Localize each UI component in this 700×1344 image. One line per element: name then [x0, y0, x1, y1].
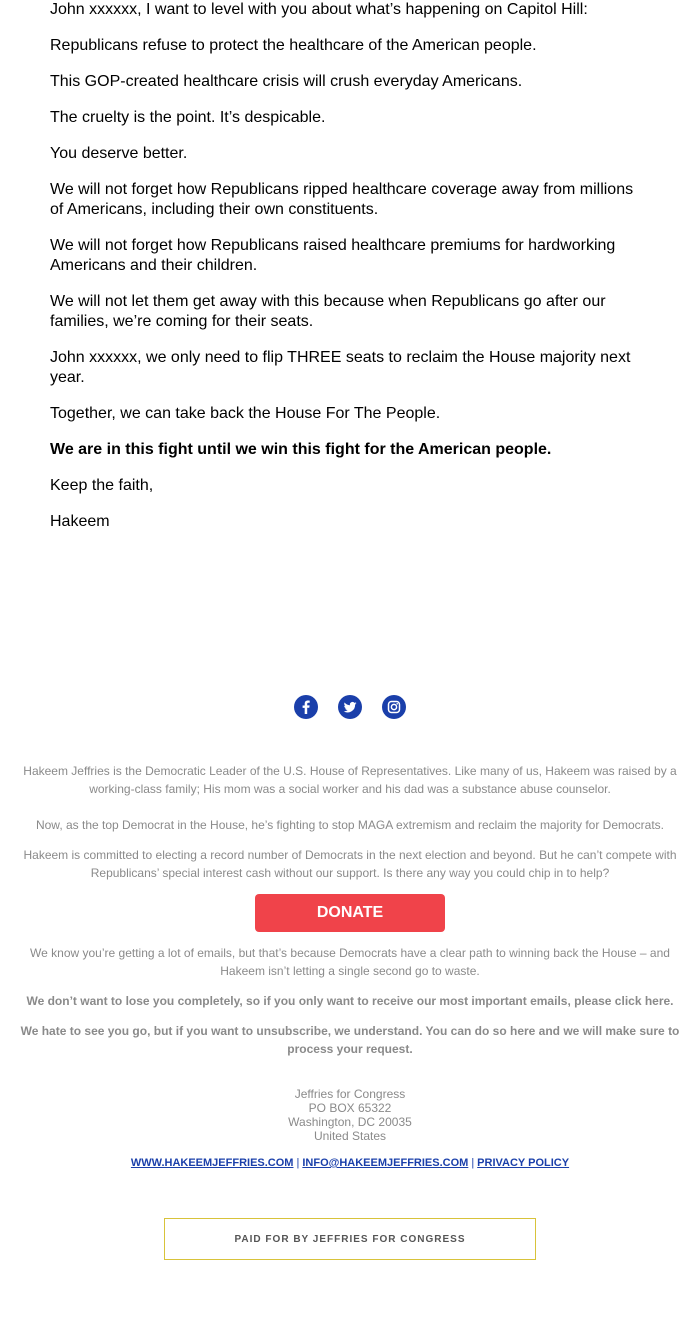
social-links — [0, 695, 700, 719]
bio-text: Hakeem Jeffries is the Democratic Leader of the U.S. House of Representatives. Like many of us, Hakeem was raised by a working-class family; His mom was a social worker and his dad was a substance abuse counselor. — [23, 764, 677, 796]
ask-text: Hakeem is committed to electing a record number of Democrats in the next election and beyond. But he can’t compete with Republicans’ special interest cash without our support. Is there any way you could chip in to help? — [23, 848, 677, 880]
address-line: Jeffries for Congress — [294, 1087, 406, 1101]
privacy-policy-link[interactable]: PRIVACY POLICY — [477, 1157, 570, 1169]
email-link[interactable]: INFO@HAKEEMJEFFRIES.COM — [302, 1157, 469, 1169]
facebook-icon[interactable] — [294, 695, 318, 719]
letter-paragraph: Together, we can take back the House For The People. — [50, 405, 441, 422]
letter-paragraph: Republicans refuse to protect the healthcare of the American people. — [50, 37, 537, 54]
emails-note: We know you’re getting a lot of emails, but that’s because Democrats have a clear path to winning back the House – and Hakeem isn’t letting a single second go to waste. — [30, 946, 670, 978]
letter-body — [50, 0, 650, 548]
signature-name: Hakeem — [50, 513, 110, 530]
bold-paragraph: We are in this fight until we win this fight for the American people. — [50, 441, 552, 458]
letter-paragraph: John xxxxxx, we only need to flip THREE seats to reclaim the House majority next year. — [50, 349, 631, 386]
letter-paragraph: You deserve better. — [50, 145, 188, 162]
paid-for-disclaimer: PAID FOR BY JEFFRIES FOR CONGRESS — [164, 1218, 536, 1260]
unsubscribe-link[interactable]: We hate to see you go, but if you want to unsubscribe, we understand. You can do so here and we will make sure to process your request. — [20, 1024, 680, 1056]
letter-paragraph: We will not forget how Republicans raised healthcare premiums for hardworking Americans and their children. — [50, 237, 616, 274]
signoff: Keep the faith, — [50, 477, 154, 494]
greeting-paragraph: John xxxxxx, I want to level with you about what’s happening on Capitol Hill: — [50, 1, 588, 18]
website-link[interactable]: WWW.HAKEEMJEFFRIES.COM — [130, 1157, 294, 1169]
address-line: Washington, DC 20035 — [288, 1115, 412, 1129]
footer-links — [0, 1157, 700, 1169]
address-line: PO BOX 65322 — [308, 1101, 392, 1115]
letter-paragraph: We will not forget how Republicans ripped healthcare coverage away from millions of Americans, including their own constituents. — [50, 181, 634, 218]
link-separator: | — [471, 1157, 475, 1169]
mailing-address — [0, 1087, 700, 1143]
instagram-icon[interactable] — [382, 695, 406, 719]
link-separator: | — [296, 1157, 300, 1169]
letter-paragraph: We will not let them get away with this because when Republicans go after our families, we’re coming for their seats. — [50, 293, 606, 330]
letter-paragraph: This GOP-created healthcare crisis will crush everyday Americans. — [50, 73, 523, 90]
twitter-icon[interactable] — [338, 695, 362, 719]
donate-button[interactable]: DONATE — [255, 894, 445, 932]
important-emails-link[interactable]: We don’t want to lose you completely, so if you only want to receive our most important emails, please click here. — [26, 994, 674, 1008]
mission-text: Now, as the top Democrat in the House, he’s fighting to stop MAGA extremism and reclaim the majority for Democrats. — [35, 818, 665, 832]
address-line: United States — [313, 1129, 387, 1143]
letter-paragraph: The cruelty is the point. It’s despicable. — [50, 109, 326, 126]
